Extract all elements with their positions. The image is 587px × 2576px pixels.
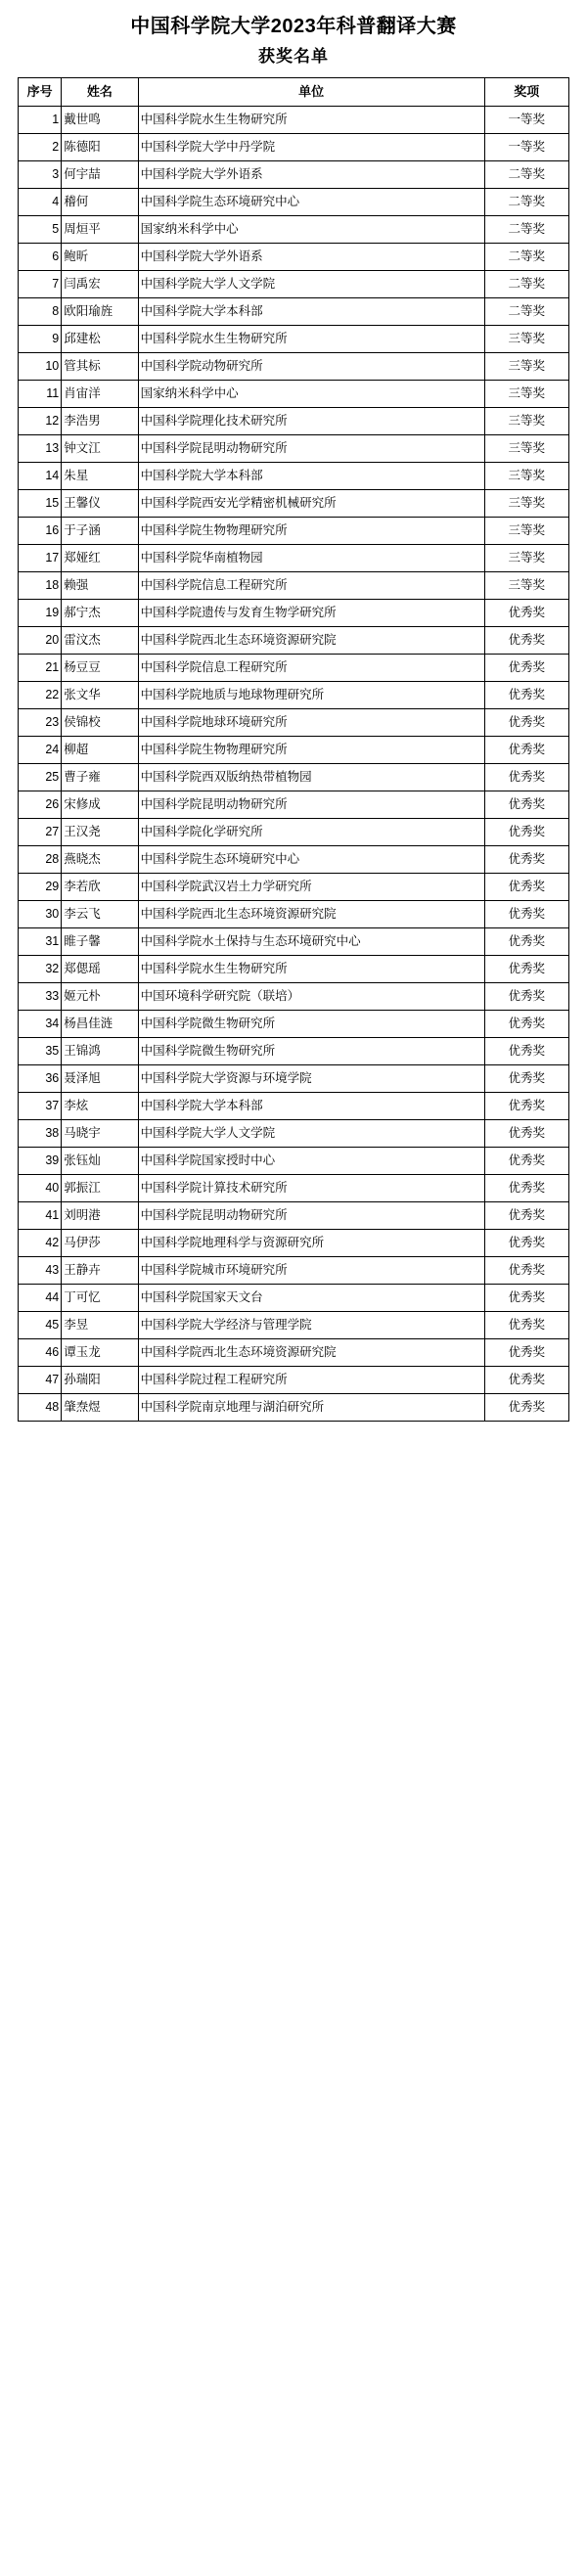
table-row <box>19 1311 569 1338</box>
cell-unit: 中国科学院西双版纳热带植物园 <box>138 763 484 791</box>
cell-index: 9 <box>19 325 62 352</box>
table-body <box>19 106 569 1421</box>
cell-unit: 中国科学院地质与地球物理研究所 <box>138 681 484 708</box>
cell-unit: 中国科学院大学人文学院 <box>138 270 484 297</box>
cell-index: 10 <box>19 352 62 380</box>
cell-unit: 中国科学院昆明动物研究所 <box>138 434 484 462</box>
table-header-row <box>19 78 569 107</box>
cell-name: 杨豆豆 <box>62 654 138 681</box>
table-row <box>19 106 569 133</box>
cell-award: 优秀奖 <box>484 818 568 845</box>
table-row <box>19 462 569 489</box>
cell-award: 优秀奖 <box>484 1229 568 1256</box>
cell-award: 优秀奖 <box>484 763 568 791</box>
table-row <box>19 1338 569 1366</box>
cell-index: 11 <box>19 380 62 407</box>
cell-award: 一等奖 <box>484 133 568 160</box>
cell-unit: 中国科学院微生物研究所 <box>138 1010 484 1037</box>
table-row <box>19 517 569 544</box>
cell-name: 李云飞 <box>62 900 138 927</box>
column-header-index: 序号 <box>19 78 62 107</box>
cell-award: 二等奖 <box>484 160 568 188</box>
table-row <box>19 1284 569 1311</box>
cell-unit: 中国科学院大学中丹学院 <box>138 133 484 160</box>
cell-name: 李炫 <box>62 1092 138 1119</box>
cell-name: 曹子雍 <box>62 763 138 791</box>
cell-index: 18 <box>19 571 62 599</box>
cell-index: 2 <box>19 133 62 160</box>
cell-name: 姬元朴 <box>62 982 138 1010</box>
cell-unit: 中国科学院大学外语系 <box>138 243 484 270</box>
cell-unit: 中国科学院水生生物研究所 <box>138 106 484 133</box>
cell-award: 优秀奖 <box>484 1037 568 1064</box>
table-row <box>19 1229 569 1256</box>
cell-index: 45 <box>19 1311 62 1338</box>
table-header <box>19 78 569 107</box>
table-row <box>19 352 569 380</box>
cell-name: 王锦鸿 <box>62 1037 138 1064</box>
table-row <box>19 325 569 352</box>
cell-index: 36 <box>19 1064 62 1092</box>
table-row <box>19 571 569 599</box>
cell-award: 优秀奖 <box>484 1393 568 1421</box>
cell-unit: 中国科学院生物物理研究所 <box>138 517 484 544</box>
cell-name: 郑偲瑶 <box>62 955 138 982</box>
table-row <box>19 434 569 462</box>
cell-name: 肇焘煜 <box>62 1393 138 1421</box>
column-header-name: 姓名 <box>62 78 138 107</box>
cell-unit: 中国科学院国家天文台 <box>138 1284 484 1311</box>
cell-name: 孙瑞阳 <box>62 1366 138 1393</box>
cell-name: 李昱 <box>62 1311 138 1338</box>
cell-unit: 中国科学院西北生态环境资源研究院 <box>138 626 484 654</box>
cell-unit: 中国科学院大学资源与环境学院 <box>138 1064 484 1092</box>
cell-award: 优秀奖 <box>484 736 568 763</box>
cell-unit: 中国科学院过程工程研究所 <box>138 1366 484 1393</box>
cell-name: 稽何 <box>62 188 138 215</box>
cell-index: 1 <box>19 106 62 133</box>
table-row <box>19 215 569 243</box>
table-row <box>19 1201 569 1229</box>
cell-index: 6 <box>19 243 62 270</box>
cell-index: 33 <box>19 982 62 1010</box>
table-row <box>19 1119 569 1147</box>
table-row <box>19 1393 569 1421</box>
table-row <box>19 243 569 270</box>
cell-index: 22 <box>19 681 62 708</box>
table-row <box>19 763 569 791</box>
cell-award: 三等奖 <box>484 380 568 407</box>
cell-unit: 中国科学院大学本科部 <box>138 1092 484 1119</box>
cell-award: 三等奖 <box>484 517 568 544</box>
cell-unit: 国家纳米科学中心 <box>138 380 484 407</box>
table-row <box>19 1037 569 1064</box>
table-row <box>19 1256 569 1284</box>
column-header-unit: 单位 <box>138 78 484 107</box>
cell-index: 39 <box>19 1147 62 1174</box>
cell-unit: 中国科学院计算技术研究所 <box>138 1174 484 1201</box>
table-row <box>19 626 569 654</box>
cell-award: 三等奖 <box>484 571 568 599</box>
cell-index: 35 <box>19 1037 62 1064</box>
table-row <box>19 407 569 434</box>
cell-award: 优秀奖 <box>484 1174 568 1201</box>
cell-name: 刘明港 <box>62 1201 138 1229</box>
cell-unit: 中国科学院华南植物园 <box>138 544 484 571</box>
cell-award: 二等奖 <box>484 243 568 270</box>
table-row <box>19 1174 569 1201</box>
cell-unit: 中国科学院生态环境研究中心 <box>138 188 484 215</box>
cell-index: 21 <box>19 654 62 681</box>
cell-unit: 中国科学院南京地理与湖泊研究所 <box>138 1393 484 1421</box>
cell-unit: 中国科学院生态环境研究中心 <box>138 845 484 873</box>
cell-index: 8 <box>19 297 62 325</box>
cell-name: 马伊莎 <box>62 1229 138 1256</box>
cell-unit: 中国科学院大学人文学院 <box>138 1119 484 1147</box>
cell-name: 李若欣 <box>62 873 138 900</box>
cell-name: 柳超 <box>62 736 138 763</box>
cell-name: 王静卉 <box>62 1256 138 1284</box>
cell-award: 优秀奖 <box>484 900 568 927</box>
table-row <box>19 654 569 681</box>
cell-award: 优秀奖 <box>484 1119 568 1147</box>
table-row <box>19 297 569 325</box>
cell-index: 41 <box>19 1201 62 1229</box>
cell-name: 欧阳瑜旌 <box>62 297 138 325</box>
cell-index: 15 <box>19 489 62 517</box>
table-row <box>19 681 569 708</box>
cell-name: 丁可忆 <box>62 1284 138 1311</box>
cell-award: 优秀奖 <box>484 1311 568 1338</box>
cell-unit: 中国科学院城市环境研究所 <box>138 1256 484 1284</box>
table-row <box>19 160 569 188</box>
cell-award: 优秀奖 <box>484 1366 568 1393</box>
cell-index: 32 <box>19 955 62 982</box>
cell-index: 37 <box>19 1092 62 1119</box>
cell-name: 管其标 <box>62 352 138 380</box>
cell-award: 二等奖 <box>484 215 568 243</box>
cell-unit: 国家纳米科学中心 <box>138 215 484 243</box>
cell-award: 优秀奖 <box>484 681 568 708</box>
cell-award: 三等奖 <box>484 352 568 380</box>
cell-award: 优秀奖 <box>484 1092 568 1119</box>
cell-name: 王馨仪 <box>62 489 138 517</box>
cell-unit: 中国科学院西安光学精密机械研究所 <box>138 489 484 517</box>
cell-name: 邱建松 <box>62 325 138 352</box>
table-row <box>19 982 569 1010</box>
table-row <box>19 1010 569 1037</box>
cell-index: 43 <box>19 1256 62 1284</box>
cell-name: 钟文江 <box>62 434 138 462</box>
cell-name: 马晓宇 <box>62 1119 138 1147</box>
cell-name: 李浩男 <box>62 407 138 434</box>
cell-award: 优秀奖 <box>484 1338 568 1366</box>
table-row <box>19 188 569 215</box>
cell-index: 44 <box>19 1284 62 1311</box>
cell-index: 16 <box>19 517 62 544</box>
table-row <box>19 900 569 927</box>
cell-name: 鲍昕 <box>62 243 138 270</box>
cell-award: 优秀奖 <box>484 1147 568 1174</box>
table-row <box>19 544 569 571</box>
cell-award: 二等奖 <box>484 188 568 215</box>
cell-index: 7 <box>19 270 62 297</box>
cell-name: 张文华 <box>62 681 138 708</box>
cell-index: 4 <box>19 188 62 215</box>
cell-index: 30 <box>19 900 62 927</box>
cell-name: 宋修成 <box>62 791 138 818</box>
cell-name: 谭玉龙 <box>62 1338 138 1366</box>
table-row <box>19 791 569 818</box>
table-row <box>19 133 569 160</box>
award-list-table <box>18 77 569 1422</box>
cell-award: 三等奖 <box>484 462 568 489</box>
cell-index: 13 <box>19 434 62 462</box>
cell-index: 25 <box>19 763 62 791</box>
cell-index: 20 <box>19 626 62 654</box>
table-row <box>19 270 569 297</box>
table-row <box>19 1092 569 1119</box>
cell-name: 睢子馨 <box>62 927 138 955</box>
cell-unit: 中国科学院遗传与发育生物学研究所 <box>138 599 484 626</box>
page-title: 中国科学院大学2023年科普翻译大赛 <box>130 16 457 37</box>
cell-unit: 中国科学院理化技术研究所 <box>138 407 484 434</box>
cell-unit: 中国科学院昆明动物研究所 <box>138 1201 484 1229</box>
cell-name: 周烜平 <box>62 215 138 243</box>
cell-index: 27 <box>19 818 62 845</box>
cell-name: 戴世鸣 <box>62 106 138 133</box>
cell-unit: 中国科学院昆明动物研究所 <box>138 791 484 818</box>
cell-award: 优秀奖 <box>484 873 568 900</box>
cell-index: 5 <box>19 215 62 243</box>
cell-unit: 中国科学院地理科学与资源研究所 <box>138 1229 484 1256</box>
cell-unit: 中国科学院微生物研究所 <box>138 1037 484 1064</box>
table-row <box>19 736 569 763</box>
cell-name: 杨昌佳涟 <box>62 1010 138 1037</box>
cell-award: 优秀奖 <box>484 1284 568 1311</box>
cell-award: 优秀奖 <box>484 927 568 955</box>
cell-name: 张钰灿 <box>62 1147 138 1174</box>
cell-index: 12 <box>19 407 62 434</box>
cell-award: 三等奖 <box>484 407 568 434</box>
page-subtitle: 获奖名单 <box>258 47 329 66</box>
cell-award: 优秀奖 <box>484 982 568 1010</box>
cell-award: 三等奖 <box>484 434 568 462</box>
cell-name: 侯锦校 <box>62 708 138 736</box>
cell-name: 王汉尧 <box>62 818 138 845</box>
cell-award: 一等奖 <box>484 106 568 133</box>
cell-index: 24 <box>19 736 62 763</box>
cell-name: 陈德阳 <box>62 133 138 160</box>
cell-unit: 中国科学院化学研究所 <box>138 818 484 845</box>
cell-index: 29 <box>19 873 62 900</box>
cell-unit: 中国科学院地球环境研究所 <box>138 708 484 736</box>
cell-name: 闫禹宏 <box>62 270 138 297</box>
cell-award: 优秀奖 <box>484 708 568 736</box>
table-row <box>19 380 569 407</box>
cell-award: 三等奖 <box>484 544 568 571</box>
cell-index: 40 <box>19 1174 62 1201</box>
cell-index: 42 <box>19 1229 62 1256</box>
cell-unit: 中国科学院大学本科部 <box>138 462 484 489</box>
table-row <box>19 599 569 626</box>
cell-index: 38 <box>19 1119 62 1147</box>
cell-name: 于子涵 <box>62 517 138 544</box>
cell-name: 郑娅红 <box>62 544 138 571</box>
cell-index: 47 <box>19 1366 62 1393</box>
cell-award: 优秀奖 <box>484 1256 568 1284</box>
cell-name: 朱星 <box>62 462 138 489</box>
cell-unit: 中国环境科学研究院（联培） <box>138 982 484 1010</box>
cell-name: 何宇喆 <box>62 160 138 188</box>
cell-index: 14 <box>19 462 62 489</box>
cell-award: 优秀奖 <box>484 1010 568 1037</box>
cell-unit: 中国科学院大学本科部 <box>138 297 484 325</box>
cell-name: 聂泽旭 <box>62 1064 138 1092</box>
cell-unit: 中国科学院西北生态环境资源研究院 <box>138 1338 484 1366</box>
cell-award: 三等奖 <box>484 325 568 352</box>
cell-award: 优秀奖 <box>484 654 568 681</box>
cell-unit: 中国科学院水土保持与生态环境研究中心 <box>138 927 484 955</box>
cell-unit: 中国科学院生物物理研究所 <box>138 736 484 763</box>
table-row <box>19 873 569 900</box>
cell-unit: 中国科学院大学经济与管理学院 <box>138 1311 484 1338</box>
table-row <box>19 927 569 955</box>
cell-index: 17 <box>19 544 62 571</box>
cell-name: 郭振江 <box>62 1174 138 1201</box>
column-header-award: 奖项 <box>484 78 568 107</box>
cell-award: 优秀奖 <box>484 955 568 982</box>
cell-index: 31 <box>19 927 62 955</box>
cell-unit: 中国科学院水生生物研究所 <box>138 325 484 352</box>
cell-index: 46 <box>19 1338 62 1366</box>
cell-name: 肖宙洋 <box>62 380 138 407</box>
cell-name: 郝宁杰 <box>62 599 138 626</box>
table-row <box>19 708 569 736</box>
cell-name: 雷汶杰 <box>62 626 138 654</box>
table-row <box>19 845 569 873</box>
cell-unit: 中国科学院信息工程研究所 <box>138 571 484 599</box>
cell-award: 二等奖 <box>484 297 568 325</box>
cell-unit: 中国科学院国家授时中心 <box>138 1147 484 1174</box>
cell-index: 28 <box>19 845 62 873</box>
cell-index: 19 <box>19 599 62 626</box>
cell-award: 优秀奖 <box>484 599 568 626</box>
table-row <box>19 489 569 517</box>
cell-unit: 中国科学院动物研究所 <box>138 352 484 380</box>
cell-award: 优秀奖 <box>484 626 568 654</box>
table-row <box>19 1064 569 1092</box>
cell-index: 23 <box>19 708 62 736</box>
cell-unit: 中国科学院西北生态环境资源研究院 <box>138 900 484 927</box>
table-row <box>19 818 569 845</box>
cell-index: 48 <box>19 1393 62 1421</box>
cell-award: 优秀奖 <box>484 1064 568 1092</box>
cell-award: 三等奖 <box>484 489 568 517</box>
cell-name: 燕晓杰 <box>62 845 138 873</box>
cell-index: 34 <box>19 1010 62 1037</box>
cell-unit: 中国科学院水生生物研究所 <box>138 955 484 982</box>
cell-unit: 中国科学院信息工程研究所 <box>138 654 484 681</box>
cell-unit: 中国科学院武汉岩土力学研究所 <box>138 873 484 900</box>
cell-index: 26 <box>19 791 62 818</box>
cell-award: 二等奖 <box>484 270 568 297</box>
cell-award: 优秀奖 <box>484 1201 568 1229</box>
cell-unit: 中国科学院大学外语系 <box>138 160 484 188</box>
cell-award: 优秀奖 <box>484 791 568 818</box>
cell-index: 3 <box>19 160 62 188</box>
table-row <box>19 1366 569 1393</box>
cell-name: 赖强 <box>62 571 138 599</box>
table-row <box>19 1147 569 1174</box>
cell-award: 优秀奖 <box>484 845 568 873</box>
table-row <box>19 955 569 982</box>
